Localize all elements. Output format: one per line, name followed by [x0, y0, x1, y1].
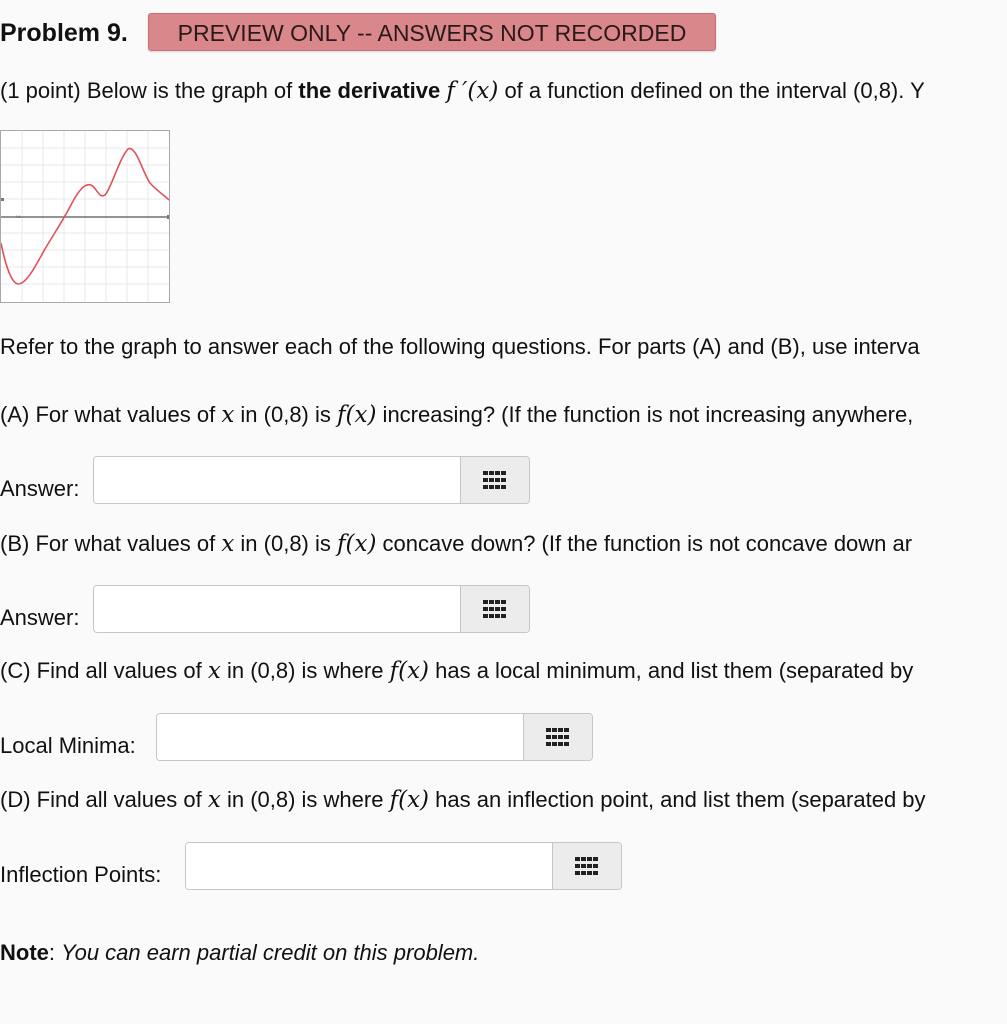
- equation-editor-icon: [545, 727, 571, 747]
- part-b-answer-field: [93, 585, 530, 633]
- part-d-input[interactable]: [186, 843, 552, 889]
- part-d-pre: (D) Find all values of: [0, 787, 208, 812]
- intro-points: (1 point) Below is the graph of: [0, 78, 299, 103]
- intro-text: [0, 76, 925, 106]
- part-b-post: concave down? (If the function is not concave down ar: [376, 531, 913, 556]
- note-text: You can earn partial credit on this problem.: [61, 940, 480, 965]
- part-c-question: [0, 656, 913, 686]
- x-axis-arrow: [167, 215, 169, 219]
- part-b-pre: (B) For what values of: [0, 531, 222, 556]
- part-a-answer-field: [93, 456, 530, 504]
- part-d-post: has an inflection point, and list them (separated by: [429, 787, 926, 812]
- part-d-label: Inflection Points:: [0, 862, 162, 887]
- part-c-equation-button[interactable]: [523, 714, 592, 760]
- part-d-var: x: [207, 787, 221, 813]
- part-d-question: [0, 785, 926, 815]
- part-d-answer-field: [185, 842, 622, 890]
- part-a-question: [0, 400, 913, 430]
- part-a-label: Answer:: [0, 476, 80, 501]
- part-a-mid: in (0,8) is: [234, 402, 337, 427]
- part-b-label: Answer:: [0, 605, 80, 630]
- axis-tick-label: 4.6: [15, 214, 21, 219]
- equation-editor-icon: [574, 856, 600, 876]
- part-c-input[interactable]: [157, 714, 523, 760]
- derivative-graph[interactable]: [0, 130, 170, 303]
- intro-math: f ′(x): [446, 78, 499, 104]
- part-c-mid: in (0,8) is where: [220, 658, 390, 683]
- preview-badge: PREVIEW ONLY -- ANSWERS NOT RECORDED: [148, 13, 716, 51]
- part-c-post: has a local minimum, and list them (separated by: [429, 658, 914, 683]
- y-tick-mark: [1, 198, 4, 201]
- part-b-var: x: [221, 531, 235, 557]
- part-b-equation-button[interactable]: [460, 586, 529, 632]
- part-a-fn: f(x): [337, 402, 377, 428]
- intro-bold: the derivative: [298, 78, 441, 103]
- note-label: Note: [0, 940, 49, 965]
- equation-editor-icon: [482, 470, 508, 490]
- part-b-question: [0, 529, 912, 559]
- part-b-input[interactable]: [94, 586, 460, 632]
- part-d-mid: in (0,8) is where: [220, 787, 390, 812]
- part-c-label: Local Minima:: [0, 733, 136, 758]
- problem-title: Problem 9.: [0, 19, 128, 47]
- part-d-equation-button[interactable]: [552, 843, 621, 889]
- refer-text: Refer to the graph to answer each of the following questions. For parts (A) and (B), use interva: [0, 334, 920, 359]
- intro-rest: of a function defined on the interval (0,8). Y: [498, 78, 925, 103]
- part-a-post: increasing? (If the function is not increasing anywhere,: [376, 402, 914, 427]
- part-c-pre: (C) Find all values of: [0, 658, 208, 683]
- part-a-pre: (A) For what values of: [0, 402, 222, 427]
- partial-credit-note: Note: You can earn partial credit on this problem.: [0, 940, 480, 965]
- part-a-var: x: [221, 402, 235, 428]
- part-a-input[interactable]: [94, 457, 460, 503]
- part-a-equation-button[interactable]: [460, 457, 529, 503]
- part-b-mid: in (0,8) is: [234, 531, 337, 556]
- part-b-fn: f(x): [337, 531, 377, 557]
- part-d-fn: f(x): [389, 787, 430, 813]
- part-c-fn: f(x): [389, 658, 430, 684]
- part-c-var: x: [207, 658, 221, 684]
- graph-svg: [1, 131, 169, 302]
- equation-editor-icon: [482, 599, 508, 619]
- part-c-answer-field: [156, 713, 593, 761]
